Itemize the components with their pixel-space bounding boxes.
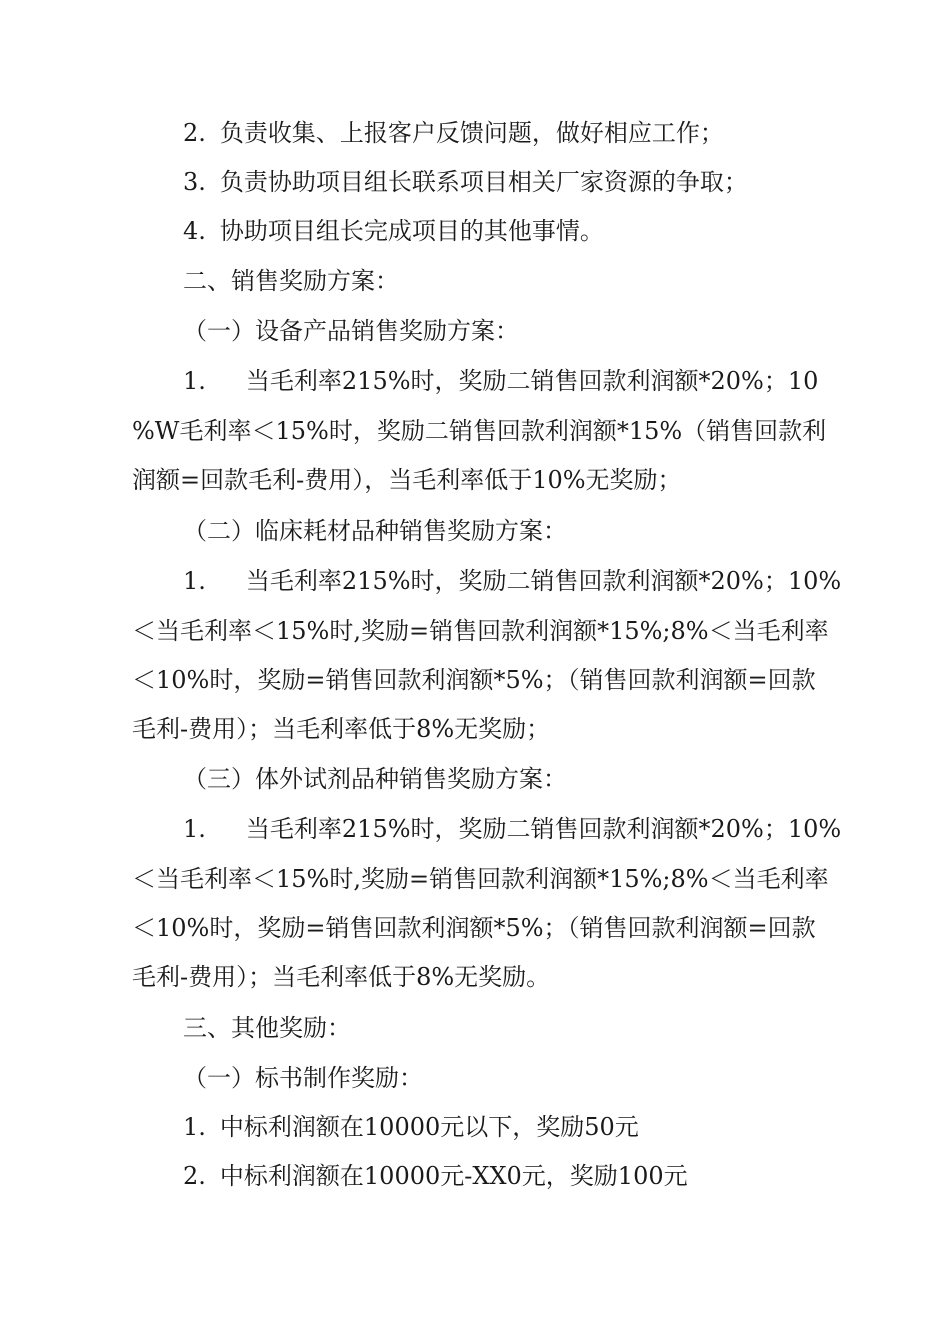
- paragraph-line: [183, 566, 950, 596]
- list-number: 3.: [183, 168, 206, 196]
- paragraph-line: 毛利-费用）；当毛利率低于8%无奖励；: [132, 715, 551, 743]
- paragraph-number: 1.: [183, 567, 206, 595]
- list-item: [183, 118, 950, 148]
- subsection-heading: （二）临床耗材品种销售奖励方案：: [183, 517, 567, 545]
- paragraph-text: 当毛利率215%时，奖励二销售回款利润额*20%；10%: [245, 567, 842, 595]
- list-text: 中标利润额在10000元以下，奖励50元: [219, 1113, 639, 1141]
- list-item: [183, 1112, 950, 1142]
- list-text: 负责协助项目组长联系项目相关厂家资源的争取；: [219, 168, 748, 196]
- list-item: [183, 1161, 950, 1191]
- paragraph-number: 1.: [183, 367, 206, 395]
- paragraph-line: ＜10%时，奖励=销售回款利润额*5%；（销售回款利润额=回款: [132, 666, 816, 694]
- paragraph-line: ＜10%时，奖励=销售回款利润额*5%；（销售回款利润额=回款: [132, 914, 816, 942]
- paragraph-line: [183, 366, 950, 396]
- section-heading: 三、其他奖励：: [183, 1014, 351, 1042]
- list-item: [183, 167, 950, 197]
- paragraph-line: ＜当毛利率＜15%时,奖励=销售回款利润额*15%;8%＜当毛利率: [132, 865, 829, 893]
- paragraph-text: 当毛利率215%时，奖励二销售回款利润额*20%；10%: [245, 815, 842, 843]
- list-number: 2.: [183, 119, 206, 147]
- list-number: 1.: [183, 1113, 206, 1141]
- paragraph-line: ＜当毛利率＜15%时,奖励=销售回款利润额*15%;8%＜当毛利率: [132, 617, 829, 645]
- subsection-heading: （一）设备产品销售奖励方案：: [183, 317, 519, 345]
- paragraph-text: 当毛利率215%时，奖励二销售回款利润额*20%；10: [245, 367, 819, 395]
- paragraph-line: %W毛利率＜15%时，奖励二销售回款利润额*15%（销售回款利: [132, 417, 827, 445]
- list-text: 协助项目组长完成项目的其他事情。: [219, 217, 604, 245]
- subsection-heading: （一）标书制作奖励：: [183, 1064, 423, 1092]
- paragraph-number: 1.: [183, 815, 206, 843]
- paragraph-line: 润额=回款毛利-费用），当毛利率低于10%无奖励；: [132, 466, 682, 494]
- paragraph-line: 毛利-费用）；当毛利率低于8%无奖励。: [132, 963, 551, 991]
- subsection-heading: （三）体外试剂品种销售奖励方案：: [183, 765, 567, 793]
- list-text: 中标利润额在10000元-XX0元，奖励100元: [219, 1162, 688, 1190]
- section-heading: 二、销售奖励方案：: [183, 267, 399, 295]
- list-number: 2.: [183, 1162, 206, 1190]
- list-number: 4.: [183, 217, 206, 245]
- paragraph-line: [183, 814, 950, 844]
- list-item: [183, 216, 950, 246]
- list-text: 负责收集、上报客户反馈问题，做好相应工作；: [219, 119, 724, 147]
